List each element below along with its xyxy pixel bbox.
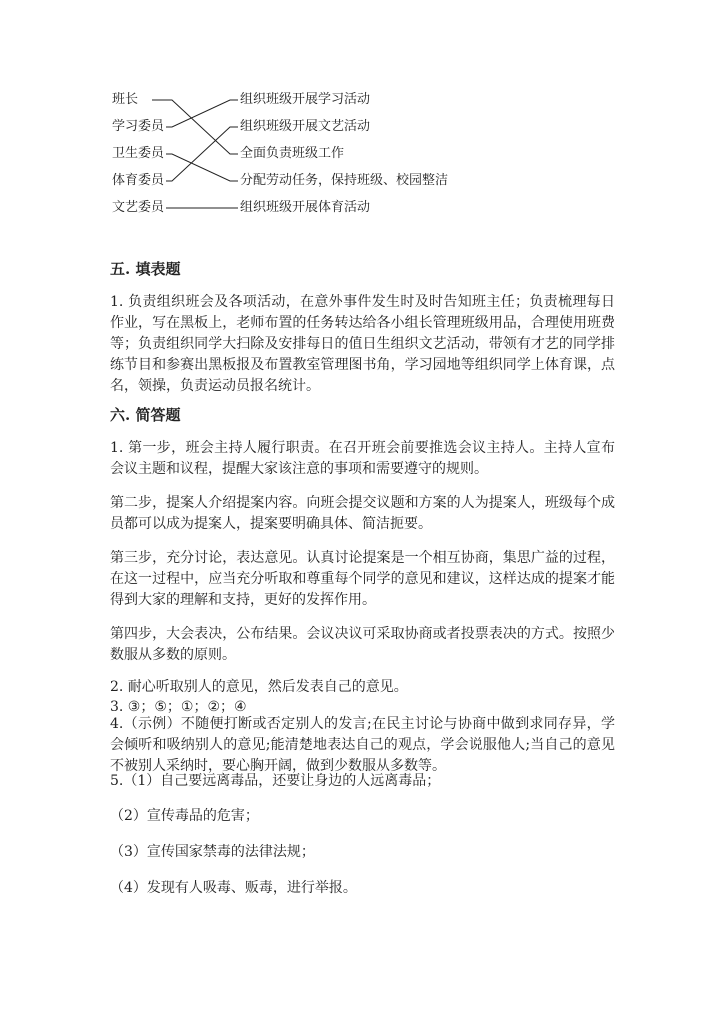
- answer-paragraph: 5.（1）自己要远离毒品，还要让身边的人远离毒品；: [110, 773, 441, 789]
- answer-paragraph: 1. 负责组织班会及各项活动，在意外事件发生时及时告知班主任；负责梳理每日作业，写在黑板上，老师布置的任务转达给各小组长管理班级用品，合理使用班费等；负责组织同学大扫除及安排每日的值日生组织文艺活动，带领有才艺的同学排练节目和参赛出黑板报及布置教室管理图书角，学习园地等组织同学上体育课，点名，领操，负责运动员报名统计。: [110, 294, 615, 394]
- matching-diagram: [100, 86, 520, 226]
- answer-paragraph: 第四步，大会表决，公布结果。会议决议可采取协商或者投票表决的方式。按照少数服从多数的原则。: [110, 626, 615, 663]
- left-item: 体育委员: [112, 173, 165, 188]
- left-item: 卫生委员: [112, 146, 165, 161]
- right-item: 组织班级开展文艺活动: [240, 119, 371, 134]
- answer-paragraph: （3）宣传国家禁毒的法律法规；: [110, 844, 315, 860]
- answer-paragraph: 1. 第一步，班会主持人履行职责。在召开班会前要推选会议主持人。主持人宣布会议主题和议程，提醒大家该注意的事项和需要遵守的规则。: [110, 440, 615, 477]
- left-item: 学习委员: [112, 119, 165, 134]
- right-item: 组织班级开展学习活动: [240, 92, 371, 107]
- answer-paragraph: （2）宣传毒品的危害；: [110, 808, 259, 824]
- right-item: 全面负责班级工作: [240, 146, 345, 161]
- right-item: 分配劳动任务，保持班级、校园整洁: [240, 173, 449, 188]
- left-item: 文艺委员: [112, 200, 165, 215]
- answer-paragraph: 第三步，充分讨论，表达意见。认真讨论提案是一个相互协商，集思广益的过程，在这一过程中，应当充分听取和尊重每个同学的意见和建议，这样达成的提案才能得到大家的理解和支持，更好的发挥作用。: [110, 550, 615, 608]
- match-line: [152, 100, 238, 154]
- answer-paragraph: 2. 耐心听取别人的意见，然后发表自己的意见。: [110, 679, 408, 695]
- match-line: [166, 127, 238, 181]
- answer-paragraph: （4）发现有人吸毒、贩毒，进行举报。: [110, 880, 357, 896]
- right-item: 组织班级开展体育活动: [240, 200, 371, 215]
- section-title: 六. 简答题: [110, 406, 181, 424]
- answer-paragraph: 4.（示例）不随便打断或否定别人的发言;在民主讨论与协商中做到求同存异，学会倾听和吸纳别人的意见;能清楚地表达自己的观点，学会说服他人;当自己的意见不被别人采纳时，要心胸开阔，做到少数服从多数等。: [110, 716, 615, 774]
- section-title: 五. 填表题: [110, 260, 181, 278]
- answer-paragraph: 3. ③；⑤；①；②；④: [110, 699, 247, 715]
- left-item: 班长: [112, 92, 139, 107]
- answer-paragraph: 第二步，提案人介绍提案内容。向班会提交议题和方案的人为提案人，班级每个成员都可以成为提案人，提案要明确具体、简洁扼要。: [110, 495, 615, 532]
